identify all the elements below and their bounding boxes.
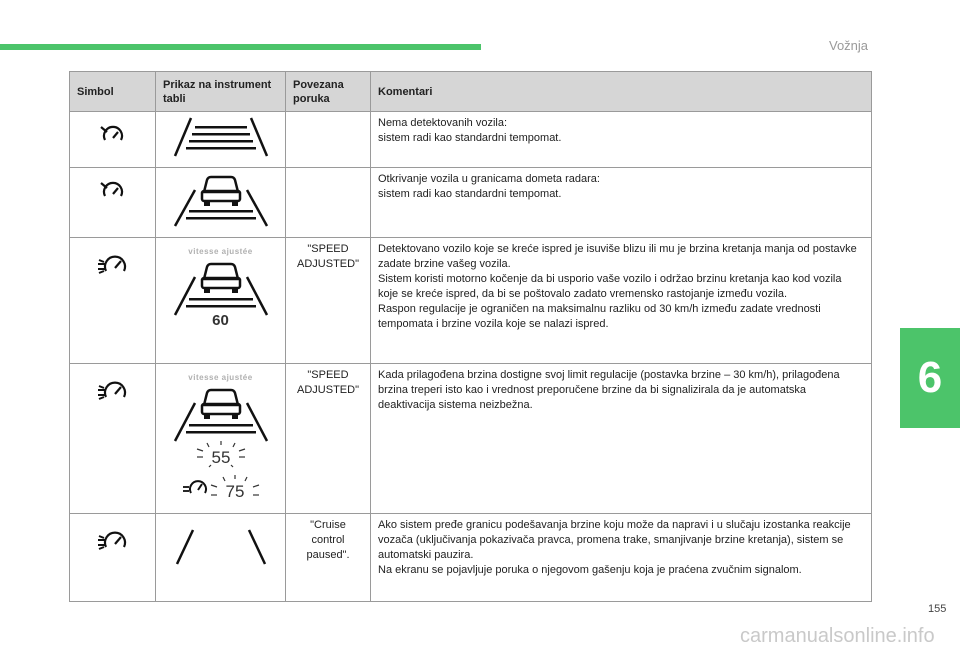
- message-cell: [286, 112, 371, 168]
- display-cell: [156, 514, 286, 602]
- vehicle-ahead-icon: [171, 172, 271, 228]
- comment-line: Ako sistem pređe granicu podešavanja brzine koju može da napravi i u slučaju izostanka reakcije vozača (uključivanja pokazivača pravca, promena trake, smanjivanje brzine kretanja), sistem se automatski pauzira.: [378, 519, 851, 561]
- header-message: Povezana poruka: [286, 72, 371, 112]
- display-cell: [156, 112, 286, 168]
- comment-line: sistem radi kao standardni tempomat.: [378, 188, 562, 200]
- table-row: [70, 514, 872, 602]
- flashing-speed: 55: [211, 448, 230, 467]
- table-header-row: [70, 72, 872, 112]
- display-cell: [156, 238, 286, 364]
- adaptive-cruise-active-icon: [96, 528, 130, 556]
- display-cell: [156, 168, 286, 238]
- road-lanes-icon: [171, 116, 271, 158]
- message-cell: "Cruise control paused".: [286, 514, 371, 602]
- lane-edges-icon: [171, 526, 271, 568]
- comment-line: Sistem koristi motorno kočenje da bi usporio vaše vozilo i održao brzinu kretanja kao kod vozila koje se kreće ispred, da bi se poštovalo zadato vremensko rastojanje između vozila.: [378, 273, 842, 300]
- cruise-control-icon: [99, 180, 127, 204]
- table-row: [70, 112, 872, 168]
- comments-cell: [371, 238, 872, 364]
- comments-cell: [371, 514, 872, 602]
- flashing-speed-2: 75: [225, 482, 244, 501]
- comment-line: Nema detektovanih vozila:: [378, 117, 508, 129]
- comments-cell: [371, 112, 872, 168]
- comment-line: sistem radi kao standardni tempomat.: [378, 132, 562, 144]
- vehicle-ahead-flashing-icon: [171, 385, 271, 469]
- display-label: vitesse ajustée: [188, 247, 253, 256]
- symbol-cell: [70, 112, 156, 168]
- header-symbol: Simbol: [70, 72, 156, 112]
- cruise-status-table: [69, 71, 872, 602]
- chapter-number: 6: [917, 353, 943, 402]
- message-cell: "SPEED ADJUSTED": [286, 238, 371, 364]
- display-cell: [156, 364, 286, 514]
- symbol-cell: [70, 238, 156, 364]
- display-label: vitesse ajustée: [188, 373, 253, 382]
- page-number: 155: [928, 603, 947, 615]
- adaptive-cruise-active-icon: [96, 378, 130, 406]
- display-speed: 60: [212, 312, 229, 329]
- table-row: [70, 238, 872, 364]
- chapter-tab: [900, 328, 960, 428]
- vehicle-ahead-icon: [171, 259, 271, 317]
- symbol-cell: [70, 168, 156, 238]
- watermark: carmanualsonline.info: [740, 625, 935, 647]
- cruise-control-icon: [99, 124, 127, 148]
- comment-line: Detektovano vozilo koje se kreće ispred je isuviše blizu ili mu je brzina kretanja manja od postavke zadate brzine vašeg vozila.: [378, 243, 857, 270]
- comment-line: Otkrivanje vozila u granicama dometa radara:: [378, 173, 600, 185]
- header-comments: Komentari: [371, 72, 872, 112]
- symbol-cell: [70, 514, 156, 602]
- message-cell: [286, 168, 371, 238]
- table-row: [70, 168, 872, 238]
- table-row: [70, 364, 872, 514]
- comments-cell: [371, 364, 872, 514]
- header-accent-bar: [0, 44, 481, 50]
- comment-line: Kada prilagođena brzina dostigne svoj limit regulacije (postavka brzine – 30 km/h), prilagođena brzina treperi isto kao i vrednost preporučene brzine da bi signalizirala da je automatska deaktivacija sistema neizbežna.: [378, 369, 840, 411]
- comment-line: Na ekranu se pojavljuje poruka o njegovom gašenju koja je praćena zvučnim signalom.: [378, 564, 802, 576]
- adaptive-cruise-flashing-icon: [171, 469, 271, 505]
- section-title: Vožnja: [829, 38, 869, 53]
- symbol-cell: [70, 364, 156, 514]
- header-display: Prikaz na instrument tabli: [156, 72, 286, 112]
- comments-cell: [371, 168, 872, 238]
- adaptive-cruise-active-icon: [96, 252, 130, 280]
- comment-line: Raspon regulacije je ograničen na maksimalnu razliku od 30 km/h između zadate vrednosti tempomata i brzine vozila koje se nalazi ispred.: [378, 303, 821, 330]
- message-cell: "SPEED ADJUSTED": [286, 364, 371, 514]
